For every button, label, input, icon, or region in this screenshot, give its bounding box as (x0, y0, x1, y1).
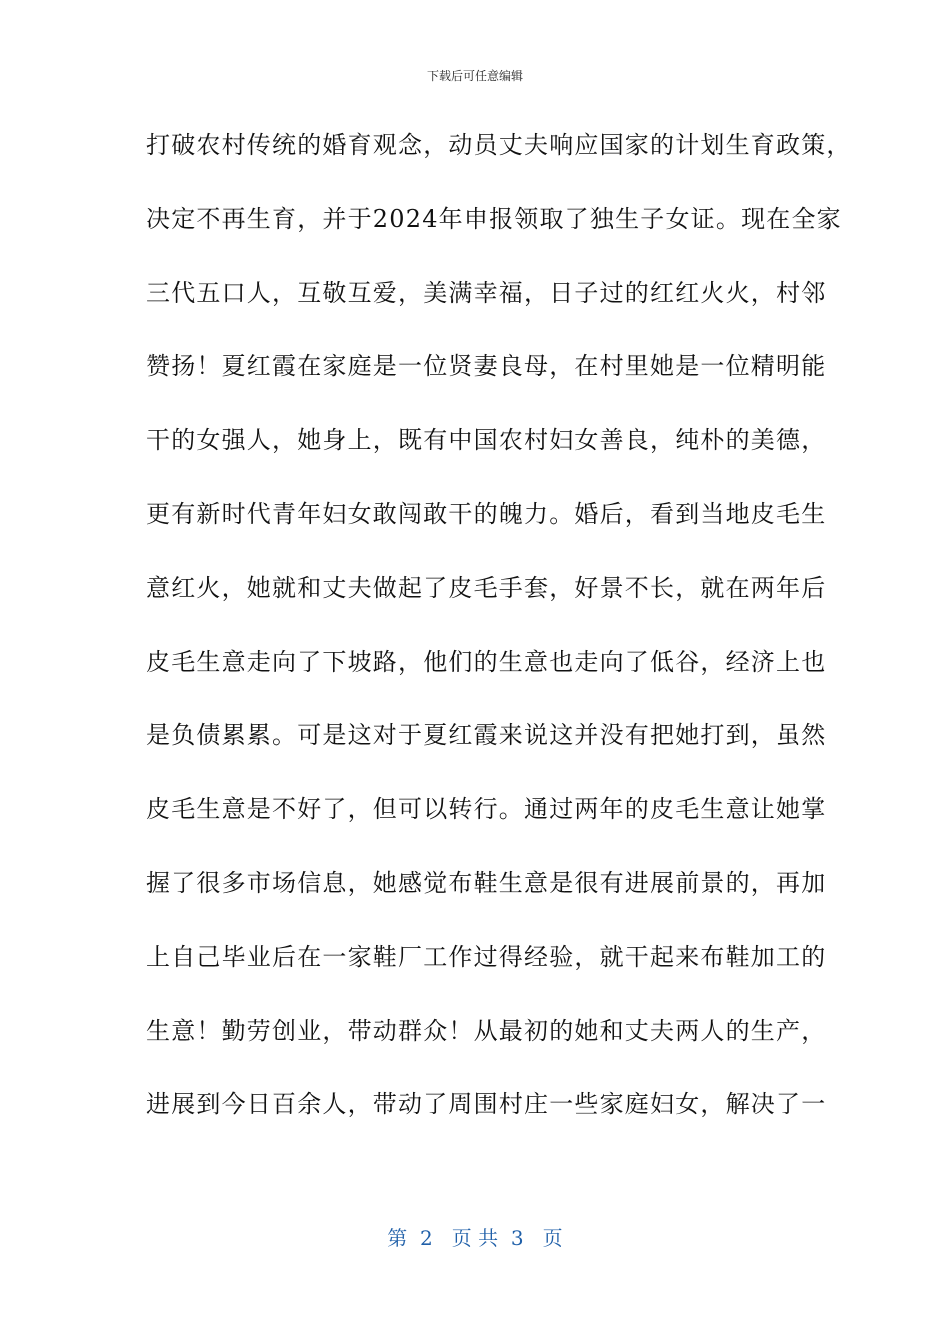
text-line: 意红火，她就和丈夫做起了皮毛手套，好景不长，就在两年后 (146, 573, 827, 602)
text-line: 是负债累累。可是这对于夏红霞来说这并没有把她打到，虽然 (146, 721, 827, 750)
text-line: 上自己毕业后在一家鞋厂工作过得经验，就干起来布鞋加工的 (146, 942, 827, 971)
page-header: 下载后可任意编辑 (426, 69, 523, 83)
text-line: 皮毛生意是不好了，但可以转行。通过两年的皮毛生意让她掌 (146, 795, 827, 824)
text-line: 皮毛生意走向了下坡路，他们的生意也走向了低谷，经济上也 (146, 647, 827, 676)
text-line: 干的女强人，她身上，既有中国农村妇女善良，纯朴的美德， (146, 426, 827, 455)
text-line: 三代五口人，互敬互爱，美满幸福，日子过的红红火火，村邻 (146, 278, 827, 307)
text-line: 生意！勤劳创业，带动群众！从最初的她和丈夫两人的生产， (146, 1016, 827, 1045)
text-line: 打破农村传统的婚育观念，动员丈夫响应国家的计划生育政策， (146, 131, 852, 159)
text-line: 握了很多市场信息，她感觉布鞋生意是很有进展前景的，再加 (146, 868, 827, 897)
body-text (146, 125, 852, 1158)
text-line: 更有新时代青年妇女敢闯敢干的魄力。婚后，看到当地皮毛生 (146, 499, 827, 528)
page-number-footer: 第 2 页 共 3 页 (387, 1226, 563, 1250)
text-line: 进展到今日百余人，带动了周围村庄一些家庭妇女，解决了一 (146, 1090, 827, 1119)
text-line: 赞扬！夏红霞在家庭是一位贤妻良母，在村里她是一位精明能 (146, 352, 827, 381)
text-line: 决定不再生育，并于2024年申报领取了独生子女证。现在全家 (146, 204, 842, 233)
